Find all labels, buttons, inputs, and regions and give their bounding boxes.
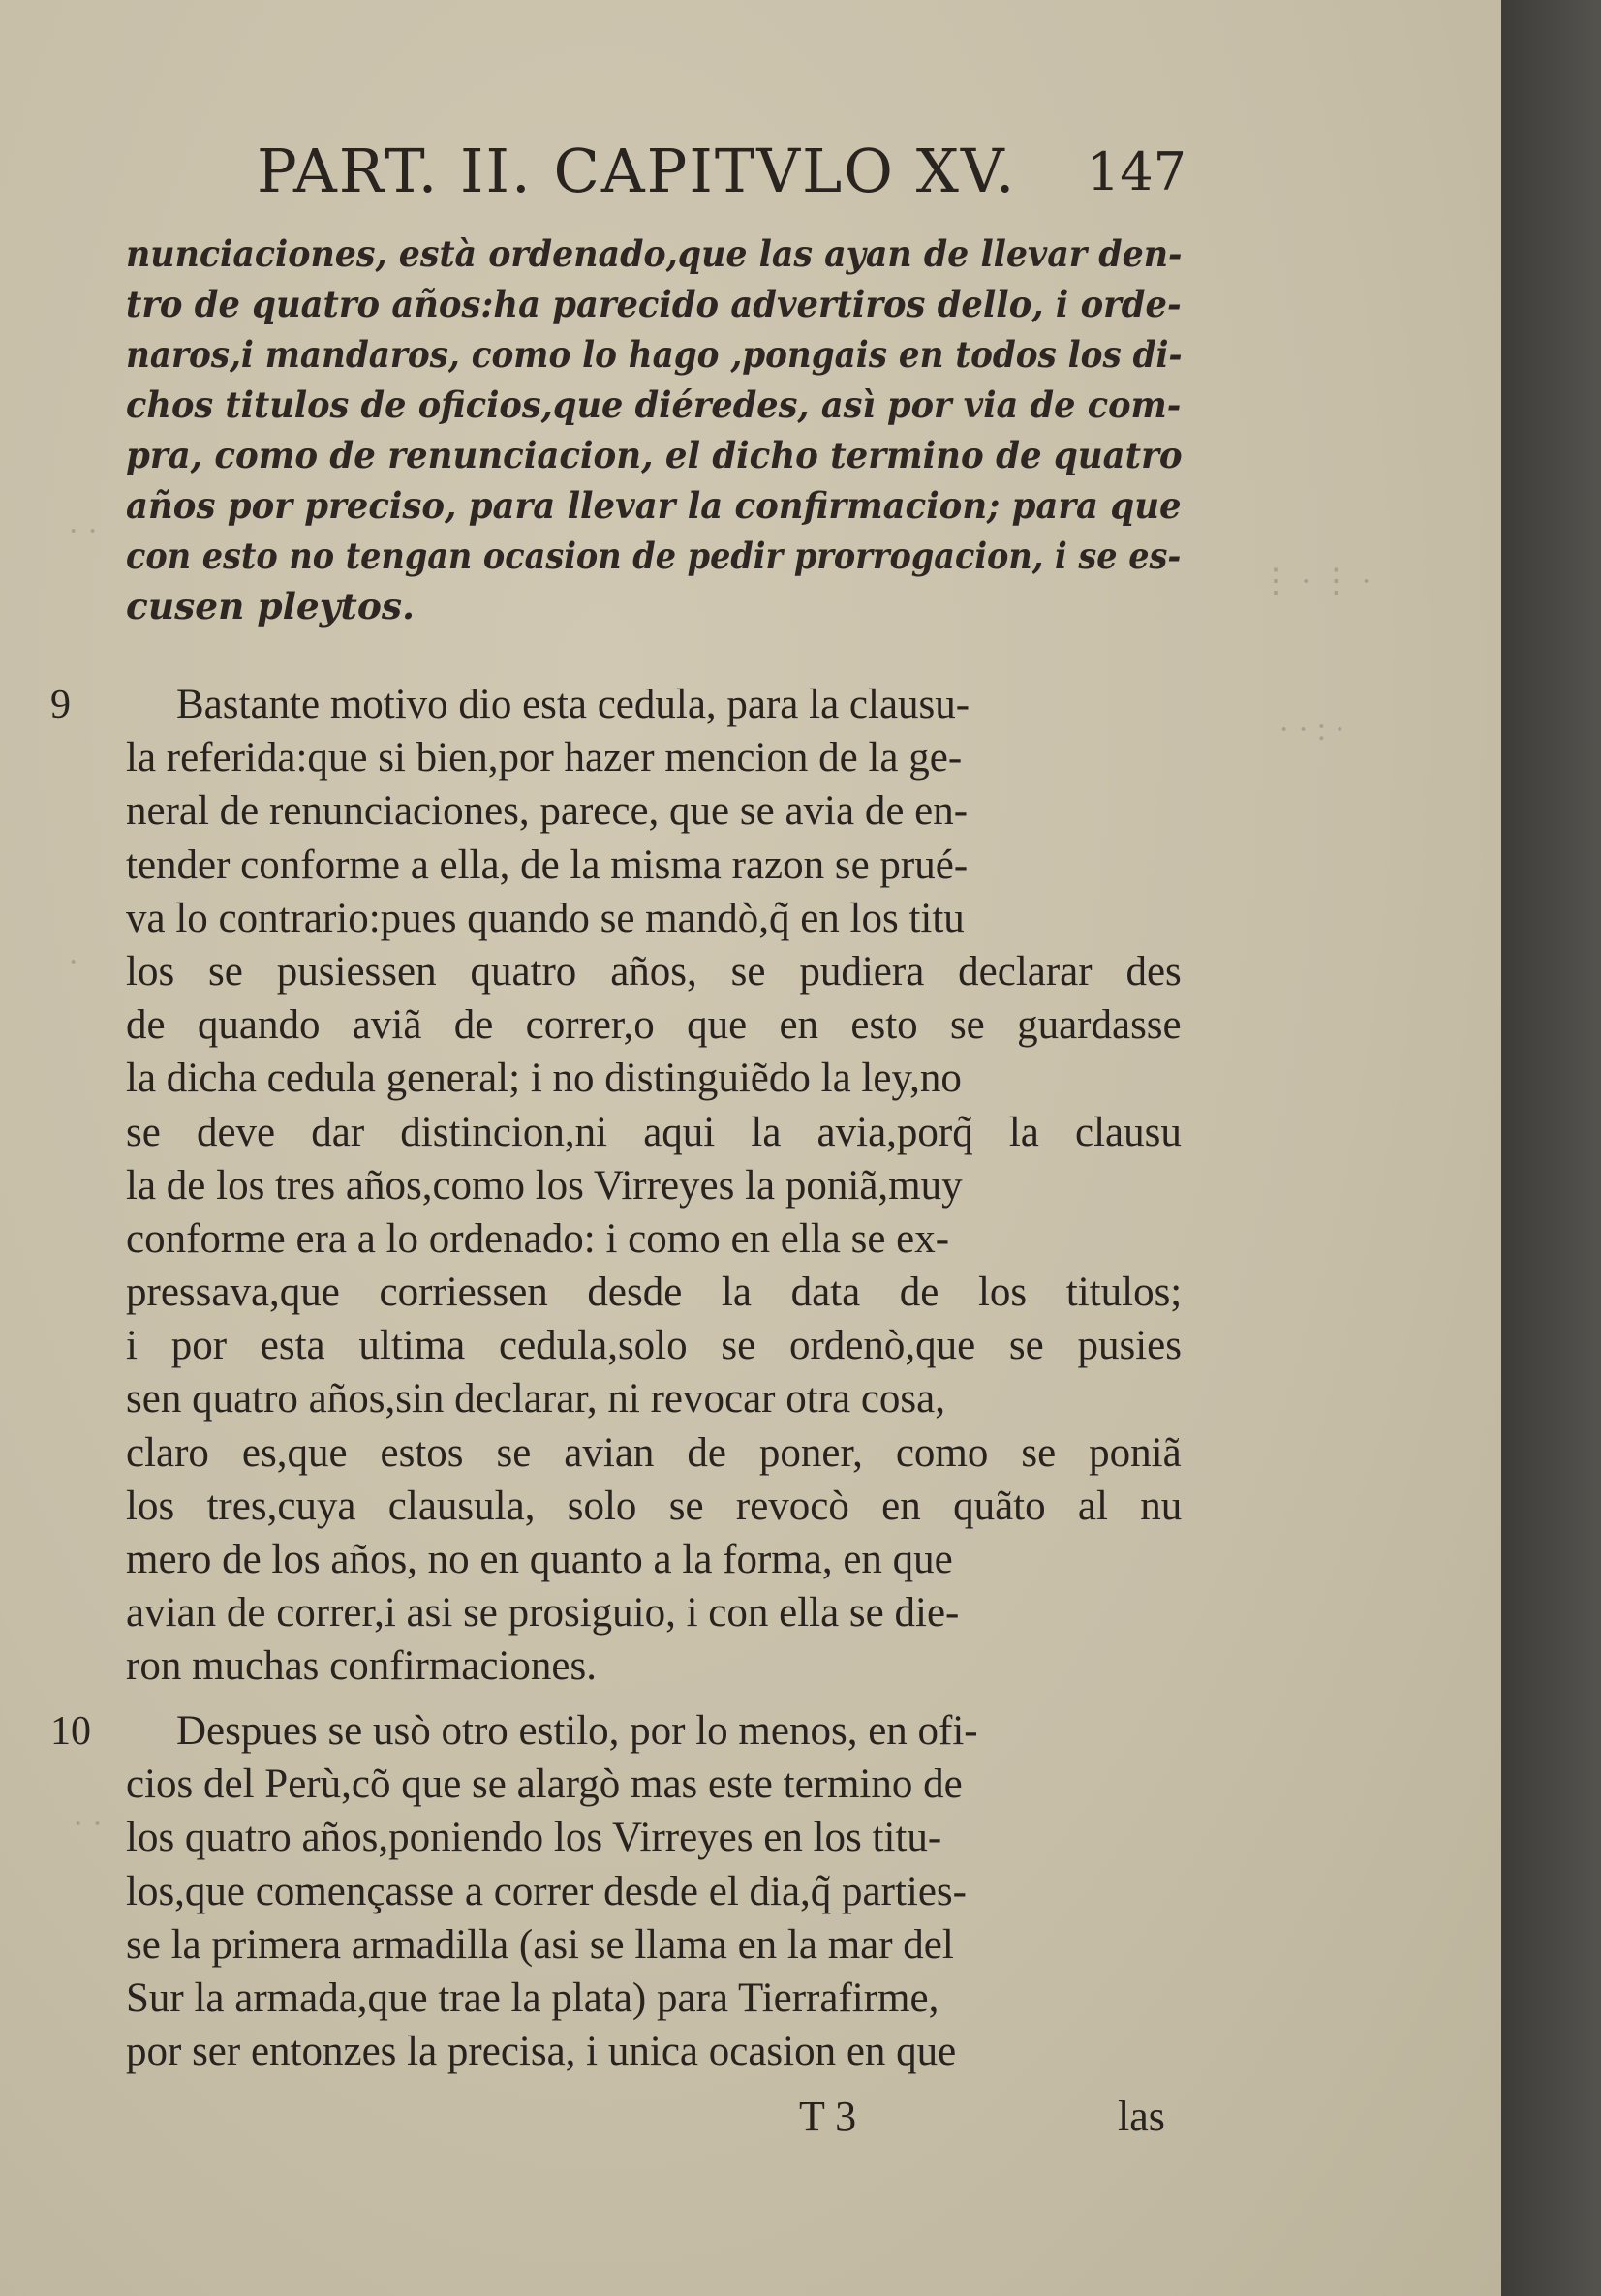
catchword: las bbox=[1118, 2093, 1165, 2140]
text-line: la dicha cedula general; i no distinguiẽdo la ley,no bbox=[126, 1056, 962, 1102]
paragraph-number: 9 bbox=[50, 683, 71, 727]
page-number: 147 bbox=[1086, 141, 1186, 202]
show-through-mark: · bbox=[68, 944, 79, 980]
signature-mark: T 3 bbox=[799, 2093, 857, 2140]
text-line: nunciaciones, està ordenado,que las ayan de llevar den- bbox=[126, 232, 1183, 275]
scan-background-edge bbox=[1501, 0, 1601, 2296]
text-line: avian de correr,i asi se prosiguio, i con ella se die- bbox=[126, 1590, 960, 1637]
text-line: se deve dar distincion,ni aqui la avia,porq̃ la clausu bbox=[126, 1109, 1182, 1155]
page-header bbox=[257, 136, 1186, 223]
show-through-mark: · · bbox=[68, 513, 99, 549]
text-line: claro es,que estos se avian de poner, como se poniã bbox=[126, 1429, 1182, 1476]
quoted-cedula-text bbox=[126, 229, 1191, 631]
text-line: va lo contrario:pues quando se mandò,q̃ en los titu bbox=[126, 895, 965, 941]
paragraph-number: 10 bbox=[50, 1709, 91, 1754]
text-line: tro de quatro años:ha parecido advertiros dello, i orde- bbox=[126, 283, 1182, 325]
text-line: pressava,que corriessen desde la data de los titulos; bbox=[126, 1270, 1183, 1316]
paragraph-10 bbox=[126, 1704, 1191, 2078]
text-line: naros,i mandaros, como lo hago ,pongais en todos los di- bbox=[126, 333, 1183, 376]
text-line: los quatro años,poniendo los Virreyes en los titu- bbox=[126, 1815, 942, 1861]
text-line: los tres,cuya clausula, solo se revocò en quãto al nu bbox=[126, 1483, 1183, 1529]
text-line: conforme era a lo ordenado: i como en ella se ex- bbox=[126, 1215, 950, 1262]
text-line: la referida:que si bien,por hazer mencion de la ge- bbox=[126, 735, 963, 781]
text-line: tender conforme a ella, de la misma razon se prué- bbox=[126, 842, 969, 888]
text-line: Bastante motivo dio esta cedula, para la clausu- bbox=[176, 682, 970, 727]
running-head: PART. II. CAPITVLO XV. bbox=[257, 136, 1017, 206]
text-line: ron muchas confirmaciones. bbox=[126, 1643, 597, 1690]
text-line: pra, como de renunciacion, el dicho termino de quatro bbox=[126, 434, 1183, 476]
show-through-mark: ⋮ · ⋮ · bbox=[1259, 564, 1372, 599]
paragraph-9 bbox=[126, 678, 1191, 1694]
text-line: se la primera armadilla (asi se llama en la mar del bbox=[126, 1921, 954, 1968]
text-line: Sur la armada,que trae la plata) para Tierrafirme, bbox=[126, 1975, 939, 2021]
show-through-mark: · · : · bbox=[1278, 712, 1345, 748]
text-line: años por preciso, para llevar la confirmacion; para que bbox=[126, 484, 1182, 527]
text-line: de quando aviã de correr,o que en esto se guardasse bbox=[126, 1002, 1182, 1049]
text-line: sen quatro años,sin declarar, ni revocar otra cosa, bbox=[126, 1376, 945, 1423]
text-line: i por esta ultima cedula,solo se ordenò,que se pusies bbox=[126, 1323, 1183, 1369]
text-line: los se pusiessen quatro años, se pudiera declarar des bbox=[126, 948, 1182, 995]
text-line: por ser entonzes la precisa, i unica ocasion en que bbox=[126, 2029, 957, 2075]
text-line: cios del Perù,cõ que se alargò mas este termino de bbox=[126, 1761, 963, 1808]
text-line: Despues se usò otro estilo, por lo menos, en ofi- bbox=[176, 1708, 978, 1754]
text-line: chos titulos de oficios,que diéredes, asì por via de com- bbox=[126, 383, 1182, 426]
text-line: la de los tres años,como los Virreyes la poniã,muy bbox=[126, 1162, 963, 1209]
show-through-mark: · · bbox=[73, 1806, 104, 1842]
text-line: con esto no tengan ocasion de pedir prorrogacion, i se es- bbox=[126, 535, 1182, 577]
text-line: cusen pleytos. bbox=[126, 585, 416, 628]
text-line: neral de renunciaciones, parece, que se avia de en- bbox=[126, 788, 969, 835]
text-line: los,que començasse a correr desde el dia,q̃ parties- bbox=[126, 1868, 967, 1914]
text-line: mero de los años, no en quanto a la forma, en que bbox=[126, 1537, 953, 1582]
